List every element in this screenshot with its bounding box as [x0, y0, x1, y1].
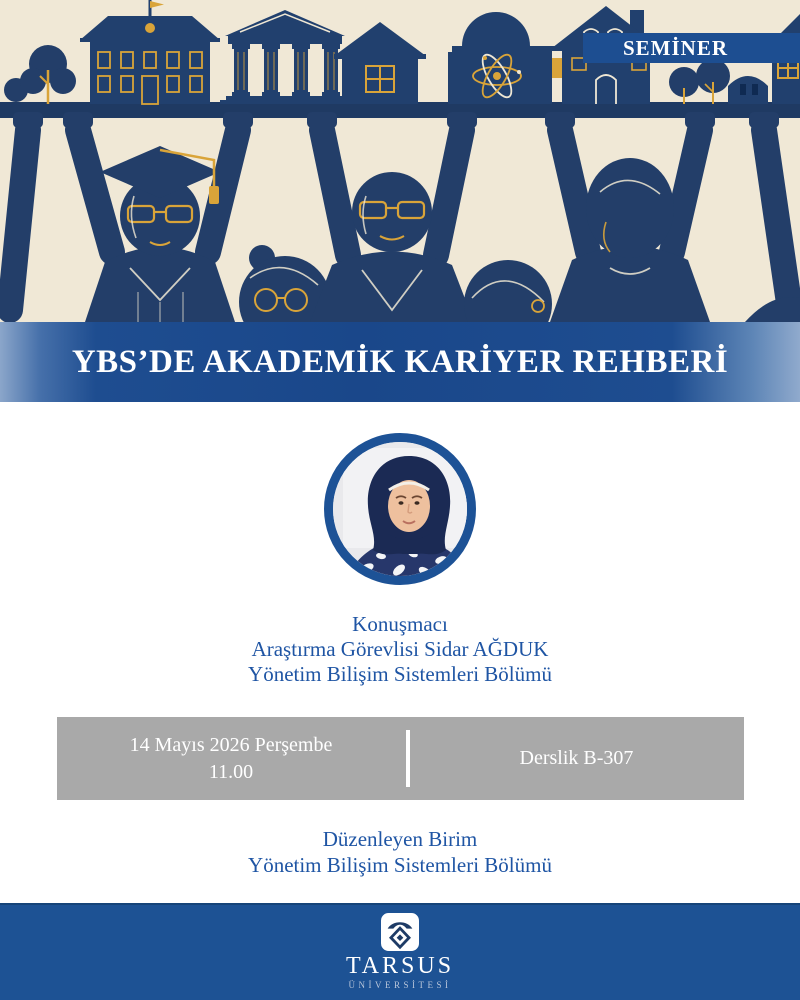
organizer-info [0, 826, 800, 878]
seminar-badge-label: SEMİNER [623, 35, 729, 60]
tarsus-university-logo-icon [381, 913, 419, 951]
speaker-photo-section [0, 433, 800, 585]
speaker-name: Araştırma Görevlisi Sidar AĞDUK [251, 637, 549, 661]
schedule-date: 14 Mayıs 2026 Perşembe [129, 733, 333, 756]
shelf-plank [0, 102, 800, 118]
left-arm [10, 130, 28, 310]
page-title: YBS’DE AKADEMİK KARİYER REHBERİ [71, 343, 729, 380]
speaker-info [0, 612, 800, 687]
university-subtitle: ÜNİVERSİTESİ [348, 980, 452, 990]
schedule-location: Derslik B-307 [519, 747, 634, 769]
hero-illustration [0, 0, 800, 322]
seminar-badge [583, 33, 800, 63]
schedule-datetime [57, 732, 406, 786]
schedule-bar [57, 717, 744, 800]
title-banner [0, 322, 800, 402]
organizer-heading: Düzenleyen Birim [322, 827, 478, 851]
footer [0, 903, 800, 1000]
speaker-heading: Konuşmacı [352, 612, 448, 636]
speaker-portrait-illustration [333, 442, 476, 585]
speaker-photo [324, 433, 476, 585]
organizer-department: Yönetim Bilişim Sistemleri Bölümü [248, 853, 552, 877]
speaker-department: Yönetim Bilişim Sistemleri Bölümü [248, 662, 552, 686]
woman-bob-hair-figure [550, 130, 710, 322]
university-name: TARSUS [345, 953, 455, 979]
schedule-time: 11.00 [208, 760, 254, 783]
